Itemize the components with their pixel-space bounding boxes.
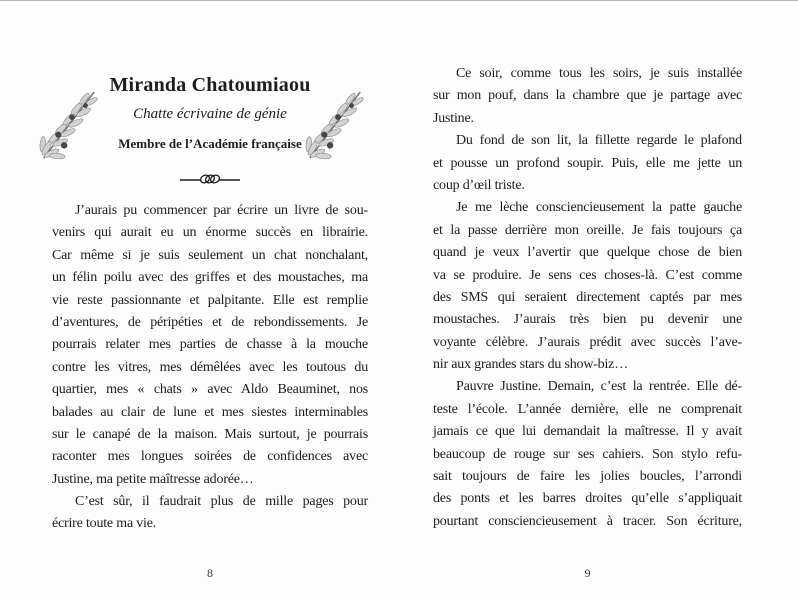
- text-line: sur le canapé de la maison. Mais surtout, je pourrais: [52, 426, 368, 442]
- text-line: des ponts et les barres droites qu’elle s’appliquait: [433, 491, 742, 507]
- text-line: pourtant consciencieusement à tracer. Son écriture,: [433, 513, 742, 529]
- text-line: coup d’œil triste.: [433, 177, 525, 193]
- page-number: 9: [584, 566, 591, 580]
- text-line: pourrais relater mes parties de chasse à la mouche: [52, 337, 368, 353]
- text-line: écrire toute ma vie.: [52, 516, 157, 532]
- right-page-body-text: [433, 63, 742, 533]
- text-line: sur mon pouf, dans la chambre que je partage avec: [433, 88, 742, 104]
- text-line: des SMS qui seraient directement captés par mes: [433, 289, 742, 305]
- text-line: Je me lèche consciencieusement la patte gauche: [456, 200, 742, 216]
- text-line: venirs qui aurait eu un énorme succès en librairie.: [52, 225, 368, 241]
- text-line: jamais ce que lui demandait la maîtresse. Il y avait: [433, 424, 742, 440]
- text-line: teste l’école. L’année dernière, elle ne comprenait: [433, 401, 742, 417]
- chapter-author-title: Miranda Chatoumiaou: [109, 74, 311, 96]
- text-line: et la passe derrière mon oreille. Je fais toujours ça: [433, 222, 742, 238]
- text-line: Pauvre Justine. Demain, c’est la rentrée. Elle dé-: [456, 379, 742, 395]
- text-line: raconter mes longues soirées de confidences avec: [52, 449, 368, 465]
- text-line: contre les vitres, mes démêlées avec les toutous du: [52, 359, 368, 375]
- knot-divider-icon: [52, 171, 368, 192]
- author-subtitle: Chatte écrivaine de génie: [133, 106, 287, 122]
- text-line: balades au clair de lune et mes siestes interminables: [52, 404, 368, 420]
- window-bottom-edge: [0, 0, 798, 1]
- text-line: quartier, mes « chats » avec Aldo Beauminet, nos: [52, 382, 368, 398]
- left-page-body-text: [52, 200, 368, 536]
- text-line: sait toujours de faire les jolies boucles, l’arrondi: [433, 469, 742, 485]
- author-affiliation: Membre de l’Académie française: [118, 136, 302, 151]
- text-line: Justine.: [433, 110, 474, 126]
- text-line: va se produire. Je sens ces choses-là. C’est comme: [433, 267, 742, 283]
- text-line: Car même si je suis seulement un chat nonchalant,: [52, 247, 368, 263]
- text-line: C’est sûr, il faudrait plus de mille pages pour: [75, 494, 368, 510]
- text-line: d’aventures, de péripéties et de rebondissements. Je: [52, 314, 368, 330]
- text-line: quand je veux l’avertir que quelque chose de bien: [433, 245, 742, 261]
- text-line: un félin poilu avec des griffes et des moustaches, ma: [52, 270, 368, 286]
- text-line: beaucoup de rouge sur ses cahiers. Son stylo refu-: [433, 446, 742, 462]
- text-line: Justine, ma petite maîtresse adorée…: [52, 471, 254, 487]
- text-line: Du fond de son lit, la fillette regarde le plafond: [456, 133, 742, 149]
- text-line: Ce soir, comme tous les soirs, je suis installée: [456, 66, 742, 81]
- text-line: vie reste passionnante et palpitante. Elle est remplie: [52, 292, 368, 308]
- text-line: nir aux grandes stars du show-biz…: [433, 357, 628, 373]
- text-line: et pousse un profond soupir. Puis, elle me jette un: [433, 155, 742, 171]
- text-line: J’aurais pu commencer par écrire un livre de sou-: [75, 203, 368, 218]
- text-line: moustaches. J’aurais très bien pu devenir une: [433, 312, 742, 328]
- text-line: voyante célèbre. J’aurais prédit avec succès l’ave-: [433, 334, 742, 350]
- page-number: 8: [207, 566, 213, 580]
